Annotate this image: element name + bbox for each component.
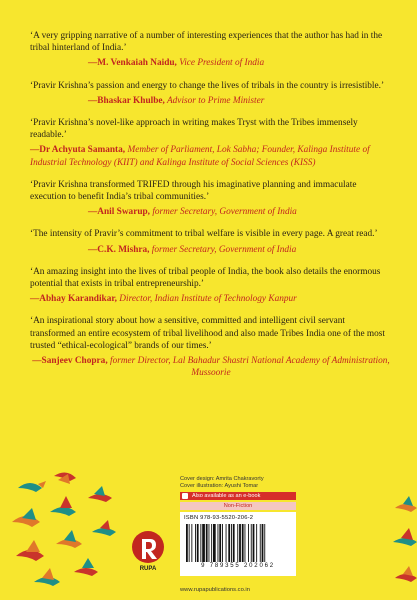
bird-icon	[92, 520, 116, 536]
bird-icon	[395, 566, 417, 582]
quote-text: ‘Pravir Krishna’s novel-like approach in writing makes Tryst with the Tribes immensely readable.’	[30, 118, 358, 141]
cover-illustration-credit: Cover illustration: Ayushi Tomar	[180, 483, 259, 490]
quote-text: ‘A very gripping narrative of a number of interesting experiences that the author has had in the tribal hinterland of India.’	[30, 31, 383, 54]
barcode-number: 9 789355 202062	[201, 563, 275, 569]
attribution-name: —Dr Achyuta Samanta,	[30, 145, 126, 156]
bird-icon	[395, 496, 417, 512]
barcode-box	[180, 512, 296, 576]
attribution-role: Advisor to Prime Minister	[164, 95, 265, 106]
attribution-name: —C.K. Mishra,	[88, 244, 150, 255]
attribution-role: Vice President of India	[176, 58, 265, 69]
endorsement-quote	[30, 117, 392, 169]
endorsement-quote	[30, 80, 392, 107]
quote-attribution	[30, 57, 392, 69]
endorsement-quote	[30, 179, 392, 219]
quote-attribution	[30, 206, 392, 218]
cover-credits	[180, 476, 264, 490]
quote-attribution	[30, 144, 392, 168]
category-label: Non-Fiction	[180, 502, 296, 510]
publisher-logo-icon	[131, 530, 165, 566]
quote-attribution	[30, 355, 392, 379]
attribution-role: former Director, Lal Bahadur Shastri National Academy of Administration, Mussoorie	[107, 356, 390, 379]
quote-text: ‘An amazing insight into the lives of tribal people of India, the book also details the enormous potential that exists in tribal entrepreneurship.’	[30, 266, 381, 290]
attribution-role: Member of Parliament, Lok Sabha; Founder, Kalinga Institute of Industrial Technology (KIIT) and Kalinga Institute of Social Sciences (KISS)	[30, 145, 370, 168]
bird-icon	[74, 558, 98, 576]
bird-illustration-right	[391, 496, 417, 596]
attribution-name: —Bhaskar Khulbe,	[88, 95, 165, 106]
attribution-name: —M. Venkaiah Naidu,	[88, 58, 177, 69]
endorsement-quote	[30, 30, 392, 70]
endorsement-quote	[30, 228, 392, 255]
endorsement-quote	[30, 266, 392, 306]
bird-icon	[393, 528, 417, 546]
bird-icon	[50, 496, 76, 516]
quote-text: ‘The intensity of Pravir’s commitment to tribal welfare is visible in every page. A great read.’	[30, 229, 378, 240]
endorsements	[30, 30, 392, 389]
bird-icon	[34, 568, 60, 586]
quote-attribution	[30, 244, 392, 256]
bird-illustration-left	[8, 468, 128, 593]
attribution-role: former Secretary, Government of India	[149, 244, 297, 255]
cover-design-credit: Cover design: Amrita Chakravorty	[180, 476, 264, 482]
bird-icon	[88, 486, 112, 502]
quote-text: ‘Pravir Krishna transformed TRIFED through his imaginative planning and immaculate execution to benefit India’s tribal communities.’	[30, 179, 357, 203]
ebook-label: Also available as an e-book	[192, 493, 261, 499]
bird-icon	[16, 540, 44, 561]
bird-icon	[56, 530, 82, 548]
attribution-name: —Anil Swarup,	[88, 207, 150, 218]
isbn-label: ISBN 978-93-5520-206-2	[184, 515, 254, 521]
quote-attribution	[30, 293, 392, 305]
publisher-url: www.rupapublications.co.in	[180, 587, 250, 593]
attribution-role: former Secretary, Government of India	[150, 207, 297, 218]
endorsement-quote	[30, 315, 392, 379]
quote-text: ‘An inspirational story about how a sensitive, committed and intelligent civil servant transformed an entire ecosystem of tribal livelihood and also made Tribes India one of the most trusted “ethical-ecological” brands of our times.’	[30, 316, 386, 351]
barcode	[186, 524, 290, 562]
publisher-name: RUPA	[139, 566, 157, 572]
bird-icon	[54, 472, 76, 484]
attribution-name: —Abhay Karandikar,	[30, 294, 117, 305]
ebook-banner	[180, 492, 296, 500]
ebook-icon	[182, 493, 188, 499]
bird-icon	[18, 481, 46, 492]
quote-attribution	[30, 95, 392, 107]
attribution-name: —Sanjeev Chopra,	[32, 356, 108, 367]
bird-icon	[12, 508, 40, 527]
quote-text: ‘Pravir Krishna’s passion and energy to change the lives of tribals in the country is irresistible.’	[30, 80, 385, 91]
attribution-role: Director, Indian Institute of Technology Kanpur	[116, 294, 297, 305]
